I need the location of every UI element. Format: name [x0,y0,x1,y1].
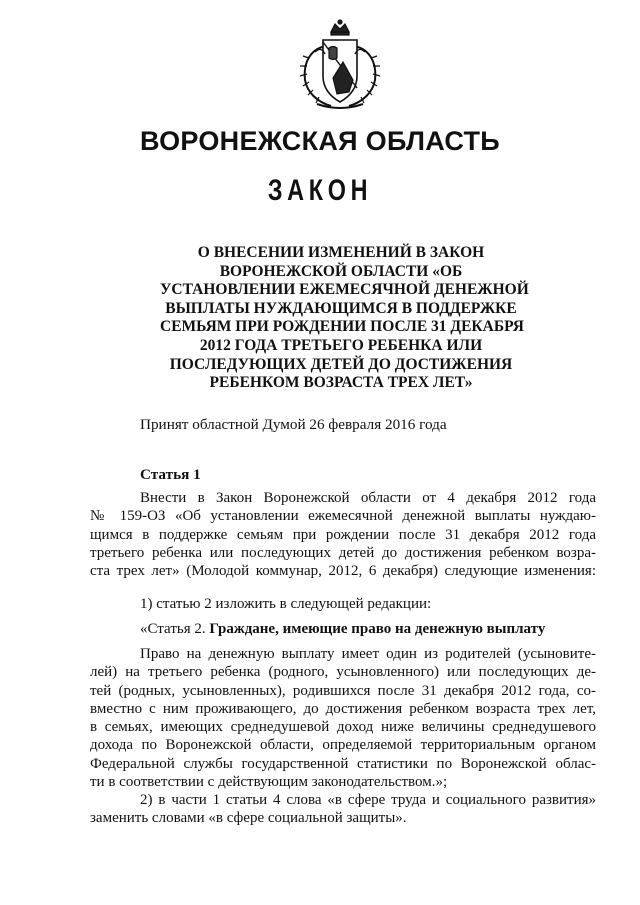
paragraph-line: № 159-ОЗ «Об установлении ежемесячной денежной выплаты нуждаю- [90,508,596,525]
item-1-text: 1) статью 2 изложить в следующей редакции: [140,596,432,612]
law-title-line: О ВНЕСЕНИИ ИЗМЕНЕНИЙ В ЗАКОН [197,244,485,261]
law-title-line: 2012 ГОДА ТРЕТЬЕГО РЕБЕНКА ИЛИ [199,336,483,354]
law-title-line: СЕМЬЯМ ПРИ РОЖДЕНИИ ПОСЛЕ 31 ДЕКАБРЯ [160,318,524,336]
quoted-article-body [90,645,596,791]
law-title-line: ВОРОНЕЖСКОЙ ОБЛАСТИ «ОБ [219,262,463,280]
coat-of-arms-emblem [297,18,383,112]
paragraph-line: тей (родных, усыновленных), родившихся после 31 декабря 2012 года, со- [90,682,596,699]
paragraph-line: дохода по Воронежской области, определяемой территориальным органом [90,737,596,754]
item-2 [90,791,596,828]
law-title-line: РЕБЕНКОМ ВОЗРАСТА ТРЕХ ЛЕТ» [209,374,473,392]
item-1 [90,595,596,613]
quoted-article-heading-line [90,620,596,638]
region-title: ВОРОНЕЖСКАЯ ОБЛАСТЬ [139,126,501,156]
paragraph-line: третьего ребенка или последующих детей до достижения ребенком возра- [90,544,596,561]
paragraph-line: щимся в поддержке семьям при рождении после 31 декабря 2012 года [90,526,596,543]
law-title-line: ПОСЛЕДУЮЩИХ ДЕТЕЙ ДО ДОСТИЖЕНИЯ [169,355,513,373]
paragraph-line: 2) в части 1 статьи 4 слова «в сфере труда и социального развития» [140,792,596,808]
quoted-article-number: «Статья 2. [140,621,210,637]
paragraph-line: Право на денежную выплату имеет один из родителей (усыновите- [140,646,596,662]
paragraph-line: лей) на третьего ребенка (родного, усыновленного) или последующих де- [90,664,596,681]
article-1-heading: Статья 1 [140,466,201,483]
law-title [160,244,529,393]
paragraph-line: Федеральной службы государственной статистики по Воронежской облас- [90,755,596,772]
quoted-article-heading [90,620,596,638]
paragraph-line: ти в соответствии с действующим законодательством.»; [90,774,448,791]
paragraph-line: вместно с ним проживающего, до достижения ребенком возраста трех лет, [90,700,596,717]
adoption-date-line: Принят областной Думой 26 февраля 2016 года [140,416,447,433]
paragraph-line: ста трех лет» (Молодой коммунар, 2012, 6 декабря) следующие изменения: [90,563,596,580]
law-title-line: УСТАНОВЛЕНИИ ЕЖЕМЕСЯЧНОЙ ДЕНЕЖНОЙ [160,281,529,299]
law-title-line: ВЫПЛАТЫ НУЖДАЮЩИМСЯ В ПОДДЕРЖКЕ [165,299,517,317]
quoted-article-title: Граждане, имеющие право на денежную выплату [209,621,546,637]
document-type-label: ЗАКОН [267,174,373,207]
article-1-intro [90,489,596,580]
paragraph-line: заменить словами «в сфере социальной защиты». [90,810,407,827]
paragraph-line: Внести в Закон Воронежской области от 4 декабря 2012 года [140,490,596,506]
paragraph-line: в семьях, имеющих среднедушевой доход ниже величины среднедушевого [90,719,596,736]
